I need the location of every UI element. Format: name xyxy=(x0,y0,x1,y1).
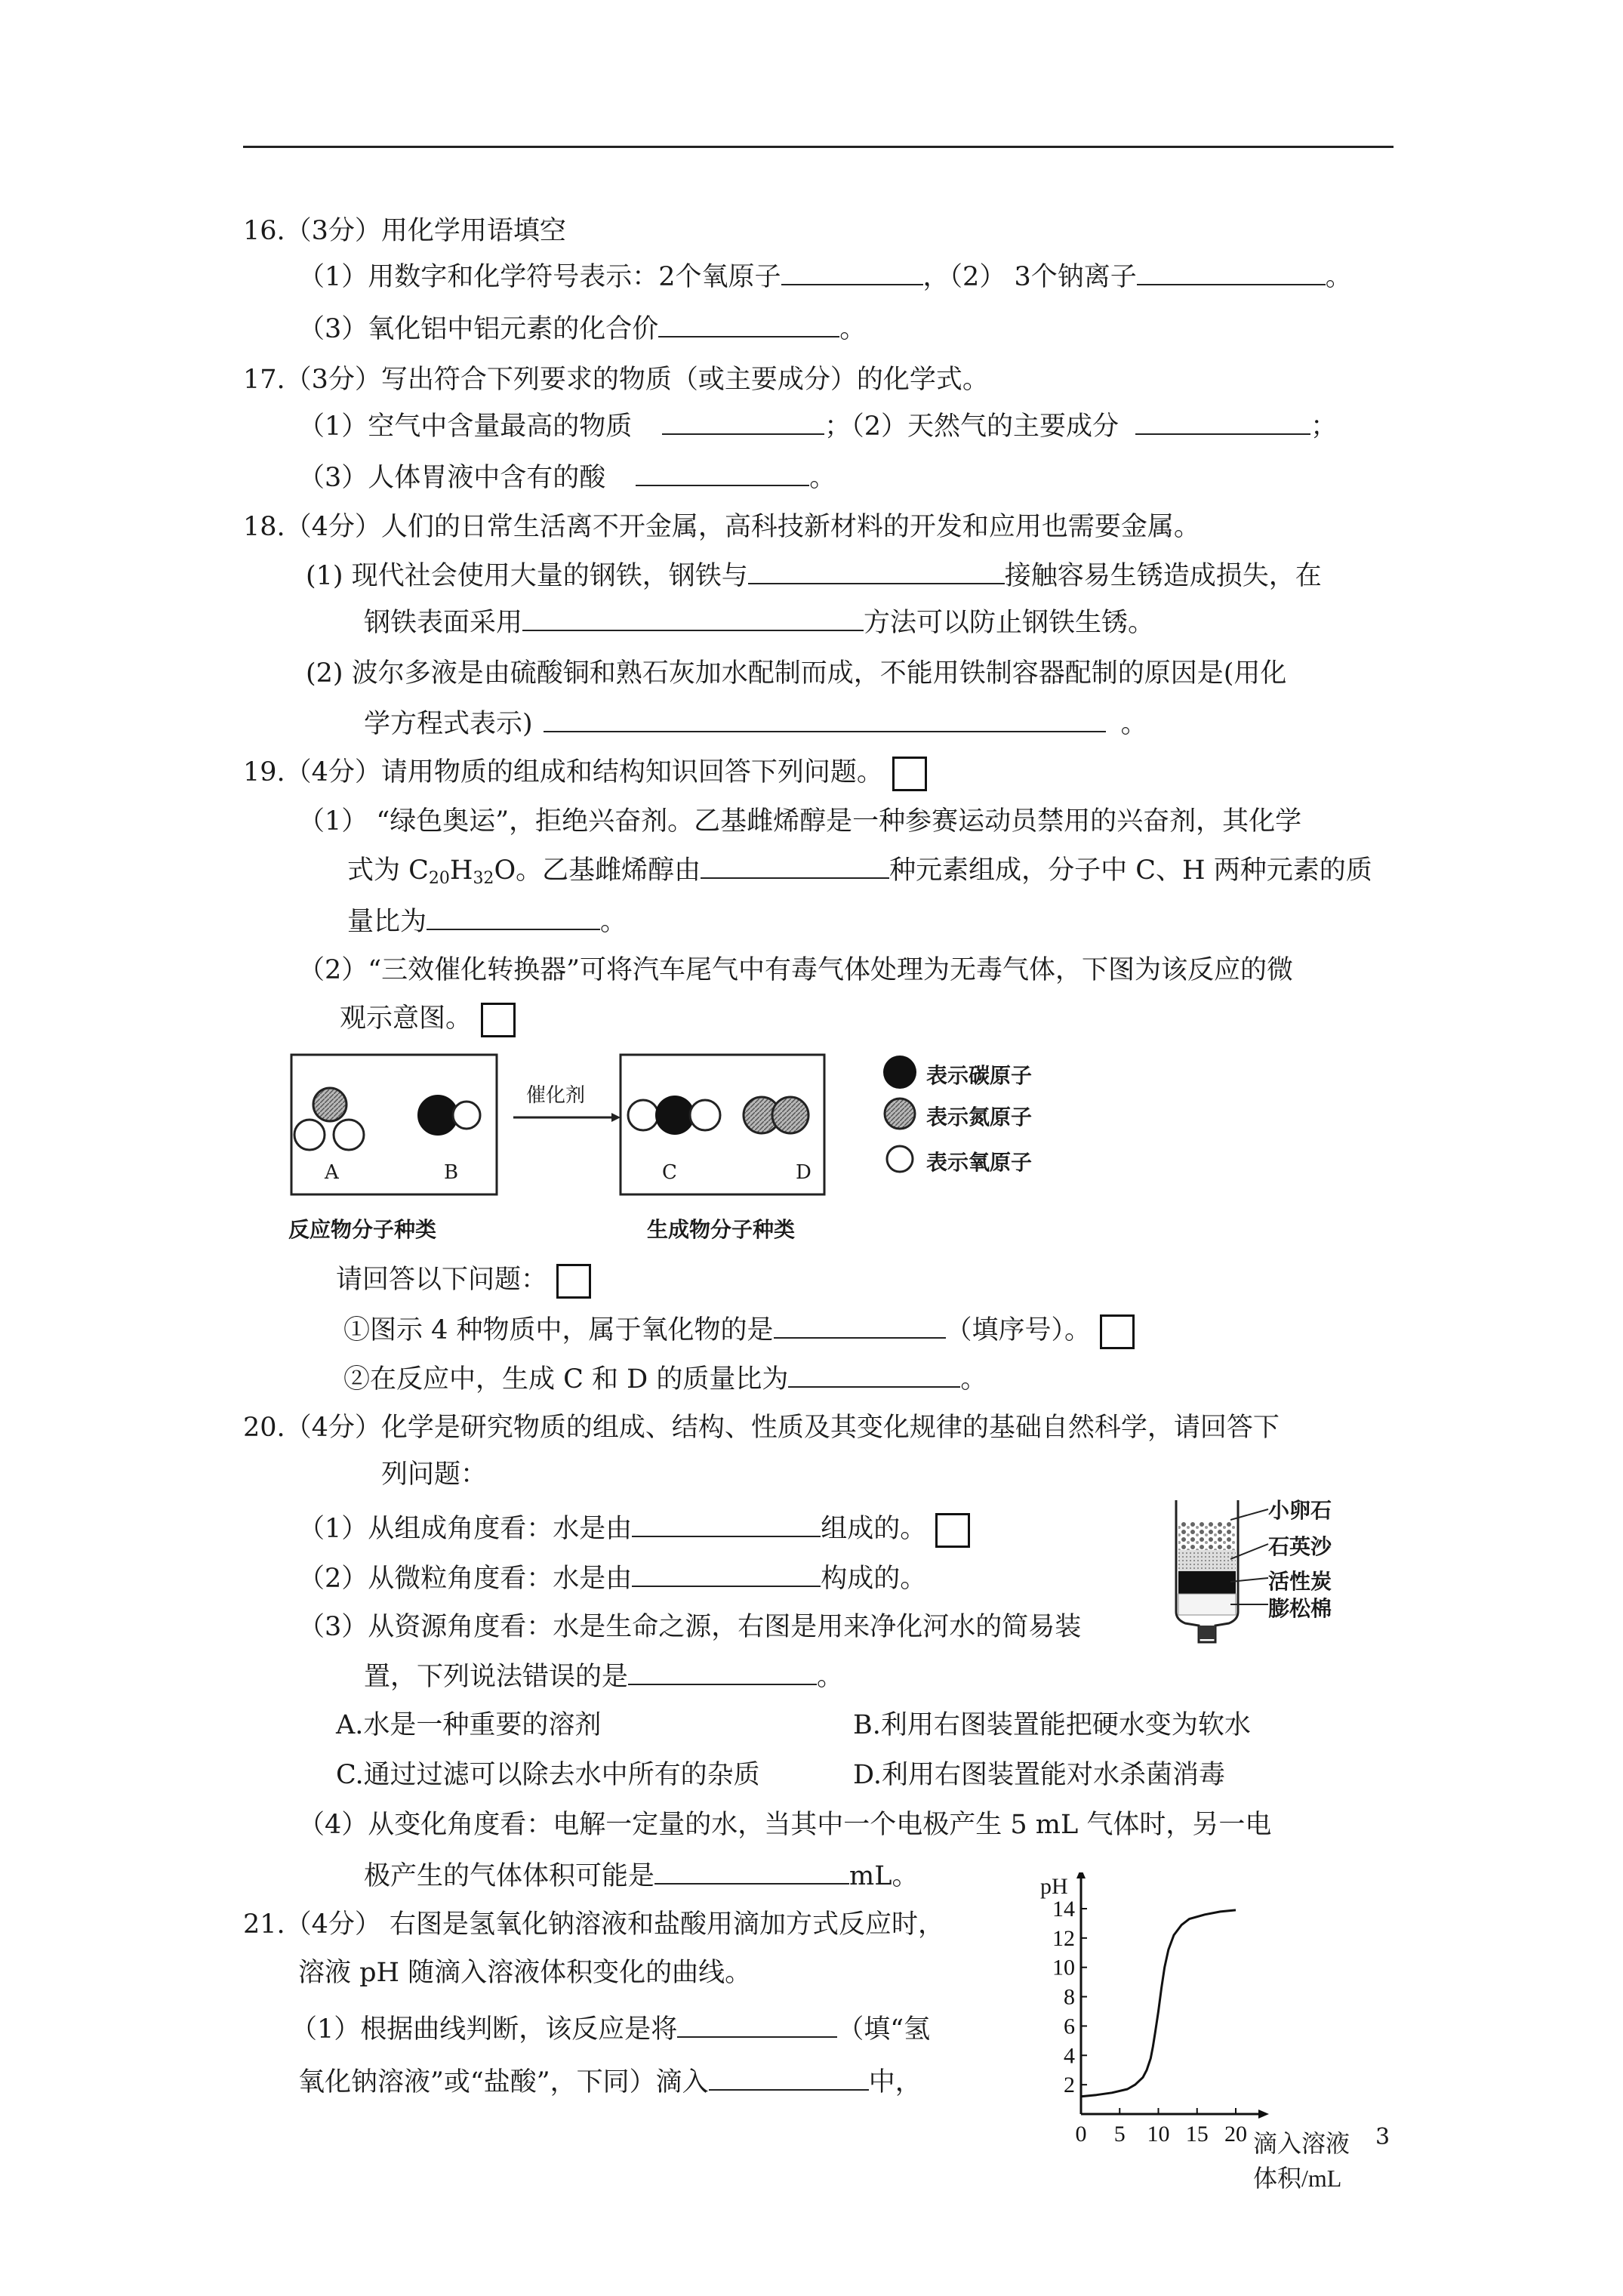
header-rule xyxy=(243,146,1394,148)
q20-line6: 极产生的气体体积可能是 mL。 xyxy=(364,1857,918,1894)
reactants-caption: 反应物分子种类 xyxy=(288,1217,437,1242)
x-tick-label: 0 xyxy=(1075,2122,1087,2147)
q20-optC: C.通过过滤可以除去水中所有的杂质 xyxy=(336,1760,760,1790)
q19-line2: 式为 $C_{20}H_{32}O$。乙基雌烯醇由 种元素组成，分子中 C、H 两种元素的质 xyxy=(347,852,1372,896)
q20-optA: A.水是一种重要的溶剂 xyxy=(336,1710,602,1740)
y-axis-label: pH xyxy=(1040,1874,1068,1899)
answer-blank[interactable] xyxy=(781,258,923,285)
filter-pebble: 小卵石 xyxy=(1268,1498,1332,1523)
checkbox[interactable] xyxy=(1100,1314,1135,1349)
ph-curve xyxy=(1081,1910,1236,2097)
q19-sub2: ②在反应中，生成 C 和 D 的质量比为 。 xyxy=(343,1361,987,1397)
x-tick-label: 10 xyxy=(1147,2122,1170,2147)
answer-blank[interactable] xyxy=(654,1857,849,1885)
y-tick-label: 14 xyxy=(1052,1897,1075,1922)
answer-blank[interactable] xyxy=(522,604,864,631)
label-C: C xyxy=(662,1161,677,1184)
q18-title: 18.（4分）人们的日常生活离不开金属，高科技新材料的开发和应用也需要金属。 xyxy=(243,512,1200,542)
q18-line1: (1) 现代社会使用大量的钢铁，钢铁与 接触容易生锈造成损失，在 xyxy=(306,557,1322,593)
y-tick-label: 2 xyxy=(1064,2073,1075,2098)
checkbox[interactable] xyxy=(481,1003,516,1037)
q21-line2: 溶液 pH 随滴入溶液体积变化的曲线。 xyxy=(298,1958,752,1988)
answer-blank[interactable] xyxy=(632,1560,821,1587)
q18-line4: 学方程式表示) 。 xyxy=(364,705,1147,741)
q20-optD: D.利用右图装置能对水杀菌消毒 xyxy=(853,1760,1225,1790)
q17-line1: （1）空气中含量最高的物质 ；（2）天然气的主要成分 ； xyxy=(298,408,1337,444)
q16-line2: （3）氧化铝中铝元素的化合价 。 xyxy=(298,310,866,347)
answer-blank[interactable] xyxy=(636,459,809,486)
y-tick-label: 10 xyxy=(1052,1955,1075,1980)
y-axis-arrow xyxy=(1076,1872,1086,1878)
answer-blank[interactable] xyxy=(1137,258,1326,285)
q19-ask: 请回答以下问题： xyxy=(336,1262,591,1299)
checkbox[interactable] xyxy=(935,1513,970,1548)
y-tick-label: 6 xyxy=(1064,2014,1075,2039)
checkbox[interactable] xyxy=(892,757,927,791)
answer-blank[interactable] xyxy=(774,1311,946,1339)
q21-line3: （1）根据曲线判断，该反应是将 （填“氢 xyxy=(291,2011,930,2047)
q19-line3: 量比为 。 xyxy=(347,903,627,939)
y-tick-label: 4 xyxy=(1064,2043,1075,2069)
filter-carbon: 活性炭 xyxy=(1268,1569,1332,1594)
filter-sand: 石英沙 xyxy=(1268,1534,1332,1559)
water-filter-figure xyxy=(1163,1499,1359,1650)
checkbox[interactable] xyxy=(556,1264,591,1299)
x-tick-label: 20 xyxy=(1224,2122,1247,2147)
q19-sub1: ①图示 4 种物质中，属于氧化物的是 （填序号）。 xyxy=(343,1311,1135,1349)
y-tick-label: 8 xyxy=(1064,1984,1075,2010)
q19-line1: （1） “绿色奥运”，拒绝兴奋剂。乙基雌烯醇是一种参赛运动员禁用的兴奋剂，其化学 xyxy=(298,806,1302,837)
answer-blank[interactable] xyxy=(701,852,889,879)
label-D: D xyxy=(796,1161,812,1184)
answer-blank[interactable] xyxy=(1135,408,1310,435)
answer-blank[interactable] xyxy=(544,705,1106,732)
q21-line4: 氧化钠溶液”或“盐酸”，下同）滴入 中， xyxy=(298,2063,922,2100)
q20-title: 20.（4分）化学是研究物质的组成、结构、性质及其变化规律的基础自然科学，请回答下 xyxy=(243,1413,1280,1443)
answer-blank[interactable] xyxy=(662,408,824,435)
filter-cotton: 膨松棉 xyxy=(1268,1596,1332,1621)
reaction-diagram xyxy=(288,1053,1066,1250)
q17-line2: （3）人体胃液中含有的酸 。 xyxy=(298,459,836,495)
x-axis-label xyxy=(1253,2125,1350,2194)
q19-line4: （2）“三效催化转换器”可将汽车尾气中有毒气体处理为无毒气体，下图为该反应的微 xyxy=(298,955,1294,985)
q19-line5: 观示意图。 xyxy=(340,1001,516,1037)
q18-line2: 钢铁表面采用 方法可以防止钢铁生锈。 xyxy=(364,604,1154,640)
q16-line1: （1）用数字和化学符号表示：2个氧原子 ，（2） 3个钠离子 。 xyxy=(298,258,1352,294)
q20-line1: （1）从组成角度看：水是由 组成的。 xyxy=(298,1510,970,1548)
ph-chart-svg xyxy=(1027,1872,1419,2174)
answer-blank[interactable] xyxy=(628,1658,817,1685)
q20-title2: 列问题： xyxy=(381,1459,488,1490)
legend-carbon: 表示碳原子 xyxy=(926,1063,1033,1088)
x-axis-arrow xyxy=(1258,2110,1269,2119)
q21-title: 21.（4分） 右图是氢氧化钠溶液和盐酸用滴加方式反应时， xyxy=(243,1909,945,1940)
q20-line2: （2）从微粒角度看：水是由 构成的。 xyxy=(298,1560,926,1596)
x-tick-label: 15 xyxy=(1185,2122,1209,2147)
q20-optB: B.利用右图装置能把硬水变为软水 xyxy=(853,1710,1251,1740)
answer-blank[interactable] xyxy=(658,310,839,337)
answer-blank[interactable] xyxy=(788,1361,960,1388)
label-B: B xyxy=(444,1161,459,1184)
q20-line5: （4）从变化角度看：电解一定量的水，当其中一个电极产生 5 mL 气体时，另一电 xyxy=(298,1810,1272,1840)
y-tick-label: 12 xyxy=(1052,1925,1075,1951)
x-axis-label-line1: 滴入溶液 xyxy=(1253,2130,1350,2157)
answer-blank[interactable] xyxy=(677,2011,837,2038)
legend-nitrogen: 表示氮原子 xyxy=(926,1105,1033,1130)
catalyst-label: 催化剂 xyxy=(526,1084,586,1107)
answer-blank[interactable] xyxy=(427,903,600,930)
answer-blank[interactable] xyxy=(748,557,1005,584)
q16-title: 16.（3分）用化学用语填空 xyxy=(243,216,566,246)
answer-blank[interactable] xyxy=(632,1510,821,1537)
q17-title: 17.（3分）写出符合下列要求的物质（或主要成分）的化学式。 xyxy=(243,365,989,395)
legend-oxygen: 表示氧原子 xyxy=(926,1150,1033,1175)
q18-line3: (2) 波尔多液是由硫酸铜和熟石灰加水配制而成，不能用铁制容器配制的原因是(用化 xyxy=(306,658,1287,689)
q20-line3: （3）从资源角度看：水是生命之源，右图是用来净化河水的简易装 xyxy=(298,1612,1082,1642)
x-tick-label: 5 xyxy=(1113,2122,1126,2147)
label-A: A xyxy=(325,1161,339,1184)
x-axis-label-line2: 体积/mL xyxy=(1253,2165,1342,2192)
ph-chart xyxy=(1027,1872,1419,2192)
products-caption: 生成物分子种类 xyxy=(647,1217,796,1242)
q20-line4: 置，下列说法错误的是 。 xyxy=(364,1658,843,1694)
page-number: 3 xyxy=(1375,2124,1390,2150)
q19-title: 19.（4分）请用物质的组成和结构知识回答下列问题。 xyxy=(243,755,927,791)
answer-blank[interactable] xyxy=(709,2063,869,2091)
